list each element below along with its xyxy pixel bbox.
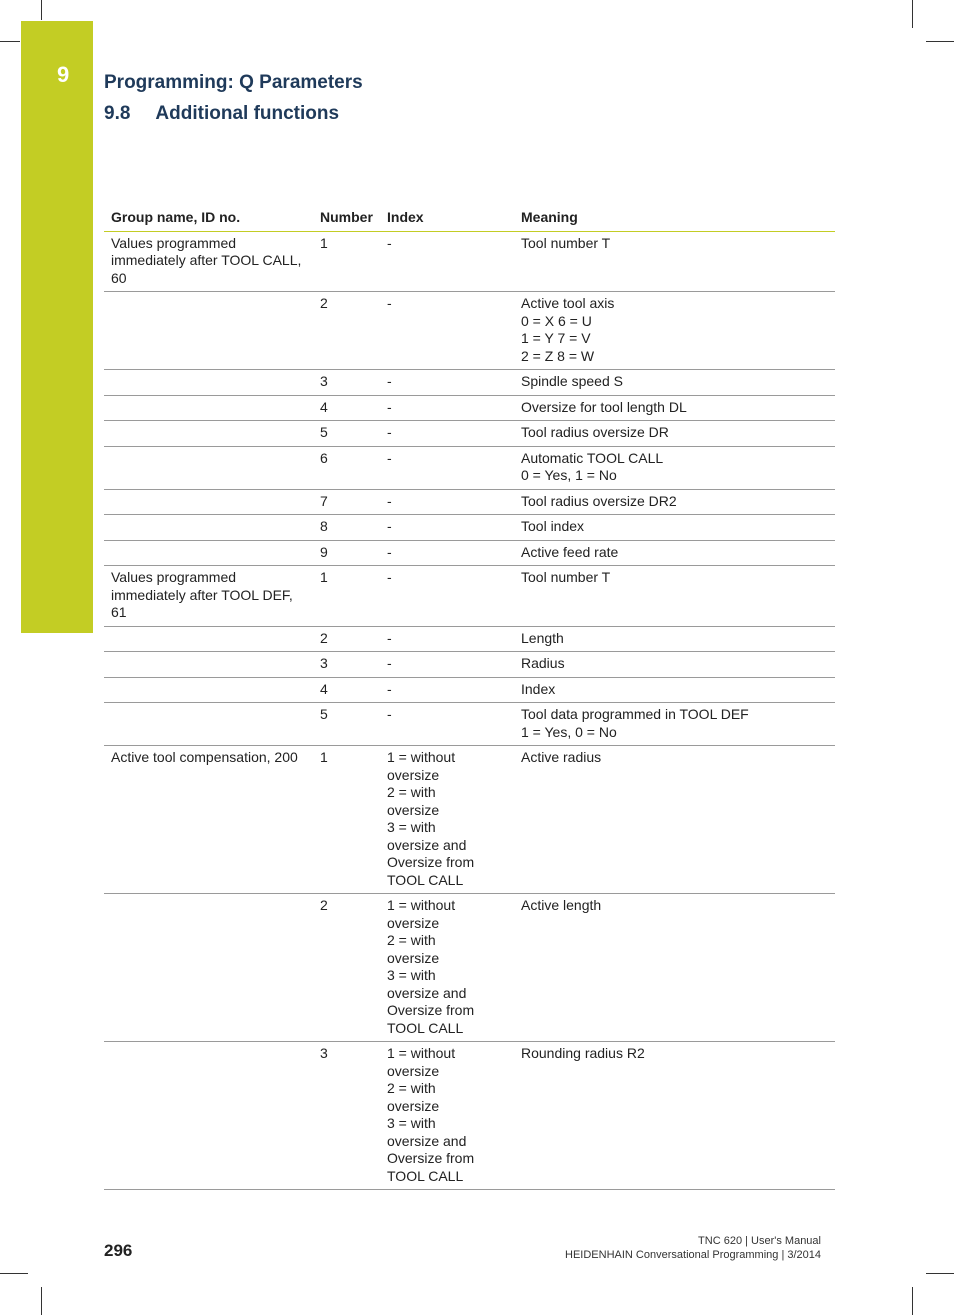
cell-number: 2 <box>313 626 380 652</box>
cell-meaning: Spindle speed S <box>514 370 835 396</box>
cell-index: - <box>380 626 514 652</box>
crop-mark <box>41 0 42 20</box>
cell-meaning: Active radius <box>514 746 835 894</box>
table-row <box>104 292 835 370</box>
cell-meaning: Tool number T <box>514 566 835 627</box>
table-row <box>104 703 835 746</box>
table-row <box>104 746 835 894</box>
cell-group <box>104 421 313 447</box>
cell-meaning: Tool radius oversize DR2 <box>514 489 835 515</box>
chapter-side-tab <box>21 21 93 633</box>
table-row <box>104 489 835 515</box>
cell-meaning: Active tool axis 0 = X 6 = U 1 = Y 7 = V 2 = Z 8 = W <box>514 292 835 370</box>
cell-meaning: Oversize for tool length DL <box>514 395 835 421</box>
cell-meaning: Length <box>514 626 835 652</box>
cell-index: - <box>380 677 514 703</box>
cell-number: 5 <box>313 703 380 746</box>
chapter-number: 9 <box>57 62 70 87</box>
cell-number: 3 <box>313 652 380 678</box>
cell-index: - <box>380 540 514 566</box>
cell-group <box>104 446 313 489</box>
cell-meaning: Active length <box>514 894 835 1042</box>
cell-number: 7 <box>313 489 380 515</box>
cell-index: - <box>380 231 514 292</box>
cell-index: - <box>380 515 514 541</box>
cell-group <box>104 652 313 678</box>
crop-mark <box>912 1287 913 1315</box>
cell-group <box>104 540 313 566</box>
table-row <box>104 566 835 627</box>
cell-group: Active tool compensation, 200 <box>104 746 313 894</box>
cell-index: - <box>380 395 514 421</box>
page-number: 296 <box>104 1241 133 1260</box>
cell-number: 9 <box>313 540 380 566</box>
cell-index: 1 = without oversize 2 = with oversize 3 = with oversize and Oversize from TOOL CALL <box>380 746 514 894</box>
cell-index: - <box>380 446 514 489</box>
chapter-title: Programming: Q Parameters <box>104 72 363 93</box>
cell-meaning: Rounding radius R2 <box>514 1042 835 1190</box>
crop-mark <box>0 1273 28 1274</box>
cell-group <box>104 626 313 652</box>
cell-index: - <box>380 292 514 370</box>
cell-number: 2 <box>313 894 380 1042</box>
crop-mark <box>41 1287 42 1315</box>
crop-mark <box>0 41 20 42</box>
column-header-meaning: Meaning <box>514 205 835 231</box>
column-header-group: Group name, ID no. <box>104 205 313 231</box>
table-row <box>104 231 835 292</box>
cell-index: 1 = without oversize 2 = with oversize 3 = with oversize and Oversize from TOOL CALL <box>380 1042 514 1190</box>
cell-number: 4 <box>313 395 380 421</box>
table-row <box>104 677 835 703</box>
column-header-index: Index <box>380 205 514 231</box>
section-title: Additional functions <box>155 103 340 124</box>
cell-index: - <box>380 370 514 396</box>
table-row <box>104 515 835 541</box>
cell-number: 3 <box>313 370 380 396</box>
cell-meaning: Tool radius oversize DR <box>514 421 835 447</box>
cell-group: Values programmed immediately after TOOL DEF, 61 <box>104 566 313 627</box>
cell-group: Values programmed immediately after TOOL CALL, 60 <box>104 231 313 292</box>
section-heading <box>104 103 339 125</box>
cell-meaning: Automatic TOOL CALL 0 = Yes, 1 = No <box>514 446 835 489</box>
table-row <box>104 652 835 678</box>
cell-meaning: Radius <box>514 652 835 678</box>
cell-number: 1 <box>313 566 380 627</box>
cell-number: 4 <box>313 677 380 703</box>
cell-meaning: Index <box>514 677 835 703</box>
cell-number: 1 <box>313 746 380 894</box>
cell-group <box>104 894 313 1042</box>
table-row <box>104 395 835 421</box>
table-row <box>104 626 835 652</box>
cell-index: - <box>380 703 514 746</box>
cell-number: 6 <box>313 446 380 489</box>
cell-index: - <box>380 489 514 515</box>
cell-index: - <box>380 652 514 678</box>
cell-meaning: Tool index <box>514 515 835 541</box>
column-header-number: Number <box>313 205 380 231</box>
table-row <box>104 540 835 566</box>
cell-number: 2 <box>313 292 380 370</box>
cell-number: 8 <box>313 515 380 541</box>
crop-mark <box>912 0 913 28</box>
table-row <box>104 894 835 1042</box>
table-header-row <box>104 205 835 231</box>
cell-meaning: Active feed rate <box>514 540 835 566</box>
table-row <box>104 421 835 447</box>
table-body <box>104 231 835 1190</box>
crop-mark <box>926 1273 954 1274</box>
footer-manual-title: TNC 620 | User's Manual <box>698 1235 821 1247</box>
cell-group <box>104 292 313 370</box>
cell-group <box>104 489 313 515</box>
cell-group <box>104 677 313 703</box>
table-row <box>104 446 835 489</box>
footer <box>565 1234 821 1262</box>
cell-number: 1 <box>313 231 380 292</box>
cell-number: 5 <box>313 421 380 447</box>
footer-publication: HEIDENHAIN Conversational Programming | 3/2014 <box>565 1249 821 1261</box>
crop-mark <box>926 41 954 42</box>
cell-group <box>104 515 313 541</box>
cell-meaning: Tool number T <box>514 231 835 292</box>
table-row <box>104 1042 835 1190</box>
cell-index: 1 = without oversize 2 = with oversize 3 = with oversize and Oversize from TOOL CALL <box>380 894 514 1042</box>
cell-index: - <box>380 566 514 627</box>
cell-group <box>104 703 313 746</box>
cell-meaning: Tool data programmed in TOOL DEF 1 = Yes, 0 = No <box>514 703 835 746</box>
cell-group <box>104 1042 313 1190</box>
cell-number: 3 <box>313 1042 380 1190</box>
table-row <box>104 370 835 396</box>
section-number: 9.8 <box>104 103 131 124</box>
cell-index: - <box>380 421 514 447</box>
parameter-table <box>104 205 835 1190</box>
cell-group <box>104 395 313 421</box>
cell-group <box>104 370 313 396</box>
